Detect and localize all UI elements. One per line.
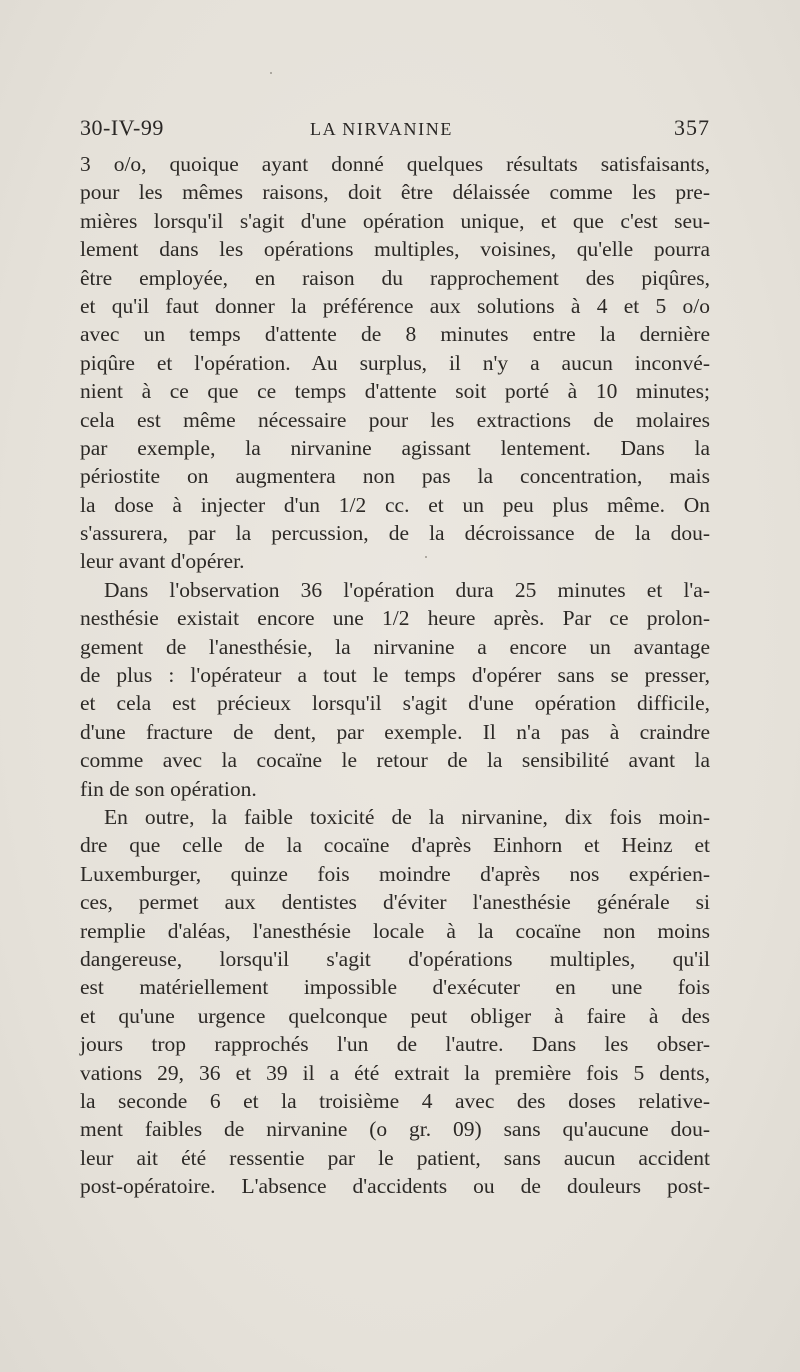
text-line: périostite on augmentera non pas la concentration, mais	[80, 464, 710, 489]
header-title: LA NIRVANINE	[310, 119, 453, 139]
text-line: ces, permet aux dentistes d'éviter l'anesthésie générale si	[80, 890, 710, 915]
paragraph-start-line: Dans l'observation 36 l'opération dura 25 minutes et l'a-	[104, 577, 710, 602]
text-line: mières lorsqu'il s'agit d'une opération unique, et que c'est seu-	[80, 208, 710, 233]
paragraph-end-line: leur avant d'opérer.	[80, 549, 245, 574]
text-line: s'assurera, par la percussion, de la décroissance de la dou-	[80, 521, 710, 546]
text-line: pour les mêmes raisons, doit être délaissée comme les pre-	[80, 180, 710, 205]
paper-speck	[270, 72, 272, 74]
running-header	[80, 115, 710, 145]
text-line: dre que celle de la cocaïne d'après Einhorn et Heinz et	[80, 833, 710, 858]
text-line: 3 o/o, quoique ayant donné quelques résultats satisfaisants,	[80, 152, 710, 176]
text-line: et cela est précieux lorsqu'il s'agit d'une opération difficile,	[80, 691, 710, 716]
text-line: et qu'une urgence quelconque peut obliger à faire à des	[80, 1003, 710, 1028]
text-line: lement dans les opérations multiples, voisines, qu'elle pourra	[80, 237, 710, 262]
text-line: leur ait été ressentie par le patient, sans aucun accident	[80, 1145, 710, 1170]
text-line: la seconde 6 et la troisième 4 avec des doses relative-	[80, 1088, 710, 1113]
text-line: la dose à injecter d'un 1/2 cc. et un peu plus même. On	[80, 492, 710, 517]
text-line: Luxemburger, quinze fois moindre d'après nos expérien-	[80, 861, 710, 886]
text-line: est matériellement impossible d'exécuter en une fois	[80, 975, 710, 1000]
body-text	[80, 150, 710, 1200]
text-line: avec un temps d'attente de 8 minutes entre la dernière	[80, 322, 710, 347]
text-line: post-opératoire. L'absence d'accidents ou de douleurs post-	[80, 1174, 710, 1199]
text-line: jours trop rapprochés l'un de l'autre. Dans les obser-	[80, 1032, 710, 1057]
text-line: cela est même nécessaire pour les extractions de molaires	[80, 407, 710, 432]
text-line: vations 29, 36 et 39 il a été extrait la première fois 5 dents,	[80, 1060, 710, 1085]
text-line: ment faibles de nirvanine (o gr. 09) sans qu'aucune dou-	[80, 1117, 710, 1142]
text-line: gement de l'anesthésie, la nirvanine a encore un avantage	[80, 634, 710, 659]
text-line: d'une fracture de dent, par exemple. Il n'a pas à craindre	[80, 719, 710, 744]
text-line: piqûre et l'opération. Au surplus, il n'y a aucun inconvé-	[80, 350, 710, 375]
text-line: remplie d'aléas, l'anesthésie locale à la cocaïne non moins	[80, 918, 710, 943]
page-number: 357	[674, 115, 710, 140]
text-line: par exemple, la nirvanine agissant lentement. Dans la	[80, 435, 710, 460]
text-line: comme avec la cocaïne le retour de la sensibilité avant la	[80, 748, 710, 773]
paragraph-end-line: fin de son opération.	[80, 776, 257, 801]
text-line: nesthésie existait encore une 1/2 heure après. Par ce prolon-	[80, 606, 710, 631]
text-line: et qu'il faut donner la préférence aux solutions à 4 et 5 o/o	[80, 293, 710, 318]
header-date: 30-IV-99	[80, 115, 164, 140]
text-line: nient à ce que ce temps d'attente soit porté à 10 minutes;	[80, 379, 710, 404]
text-line: dangereuse, lorsqu'il s'agit d'opérations multiples, qu'il	[80, 946, 710, 971]
text-line: de plus : l'opérateur a tout le temps d'opérer sans se presser,	[80, 663, 710, 688]
text-line: être employée, en raison du rapprochement des piqûres,	[80, 265, 710, 290]
paragraph-start-line: En outre, la faible toxicité de la nirvanine, dix fois moin-	[104, 804, 710, 829]
